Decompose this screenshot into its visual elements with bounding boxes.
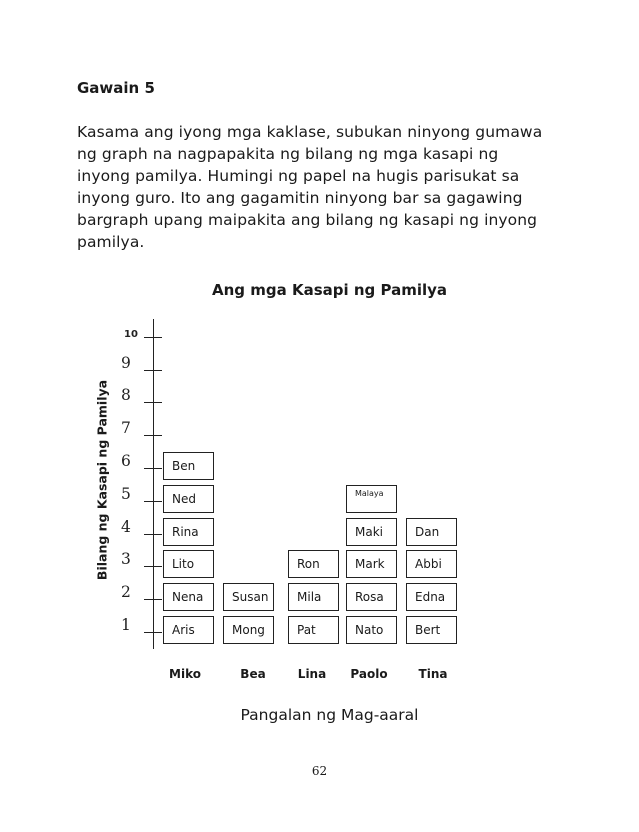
member-box: Mila bbox=[288, 583, 339, 611]
member-box: Lito bbox=[163, 550, 214, 578]
x-category-label: Paolo bbox=[350, 667, 388, 681]
member-box: Maki bbox=[346, 518, 397, 546]
y-tick bbox=[144, 599, 162, 600]
y-tick-label: 7 bbox=[121, 419, 131, 437]
member-box: Pat bbox=[288, 616, 339, 644]
member-box: Bert bbox=[406, 616, 457, 644]
x-axis-label: Pangalan ng Mag-aaral bbox=[240, 706, 419, 724]
member-box: Mong bbox=[223, 616, 274, 644]
y-tick bbox=[144, 402, 162, 403]
y-tick bbox=[144, 534, 162, 535]
member-box: Aris bbox=[163, 616, 214, 644]
member-box: Ron bbox=[288, 550, 339, 578]
y-tick-label: 2 bbox=[121, 583, 131, 601]
member-box: Mark bbox=[346, 550, 397, 578]
member-box: Edna bbox=[406, 583, 457, 611]
member-box: Nato bbox=[346, 616, 397, 644]
y-tick bbox=[144, 435, 162, 436]
chart-title: Ang mga Kasapi ng Pamilya bbox=[211, 281, 448, 299]
x-category-label: Bea bbox=[240, 667, 266, 681]
x-category-label: Lina bbox=[297, 667, 327, 681]
activity-heading: Gawain 5 bbox=[77, 79, 155, 97]
y-tick bbox=[144, 566, 162, 567]
member-box: Susan bbox=[223, 583, 274, 611]
y-tick-label: 6 bbox=[121, 452, 131, 470]
member-box: Nena bbox=[163, 583, 214, 611]
member-box: Rosa bbox=[346, 583, 397, 611]
y-tick bbox=[144, 468, 162, 469]
instructions-text: Kasama ang iyong mga kaklase, subukan ninyong gumawa ng graph na nagpapakita ng bilang ng mga kasapi ng inyong pamilya. Humingi ng papel na hugis parisukat sa inyong guro. Ito ang gagamitin ninyong bar sa gagawing bargraph upang maipakita ang bilang ng kasapi ng inyong pamilya. bbox=[77, 123, 543, 251]
page-number: 62 bbox=[311, 764, 328, 778]
y-tick-label: 10 bbox=[124, 329, 138, 340]
y-tick-label: 4 bbox=[121, 518, 131, 536]
y-tick-label: 8 bbox=[121, 386, 131, 404]
member-box: Malaya bbox=[346, 485, 397, 513]
y-tick-label: 1 bbox=[121, 616, 131, 634]
y-tick bbox=[144, 632, 162, 633]
member-box: Ned bbox=[163, 485, 214, 513]
member-box: Abbi bbox=[406, 550, 457, 578]
y-tick bbox=[144, 337, 162, 338]
member-box: Ben bbox=[163, 452, 214, 480]
y-tick-label: 5 bbox=[121, 485, 131, 503]
x-category-label: Tina bbox=[418, 667, 448, 681]
x-category-label: Miko bbox=[169, 667, 201, 681]
y-tick-label: 9 bbox=[121, 354, 131, 372]
y-tick-label: 3 bbox=[121, 550, 131, 568]
member-box: Dan bbox=[406, 518, 457, 546]
y-tick bbox=[144, 501, 162, 502]
y-axis-label: Bilang ng Kasapi ng Pamilya bbox=[94, 379, 110, 581]
y-tick bbox=[144, 370, 162, 371]
member-box: Rina bbox=[163, 518, 214, 546]
